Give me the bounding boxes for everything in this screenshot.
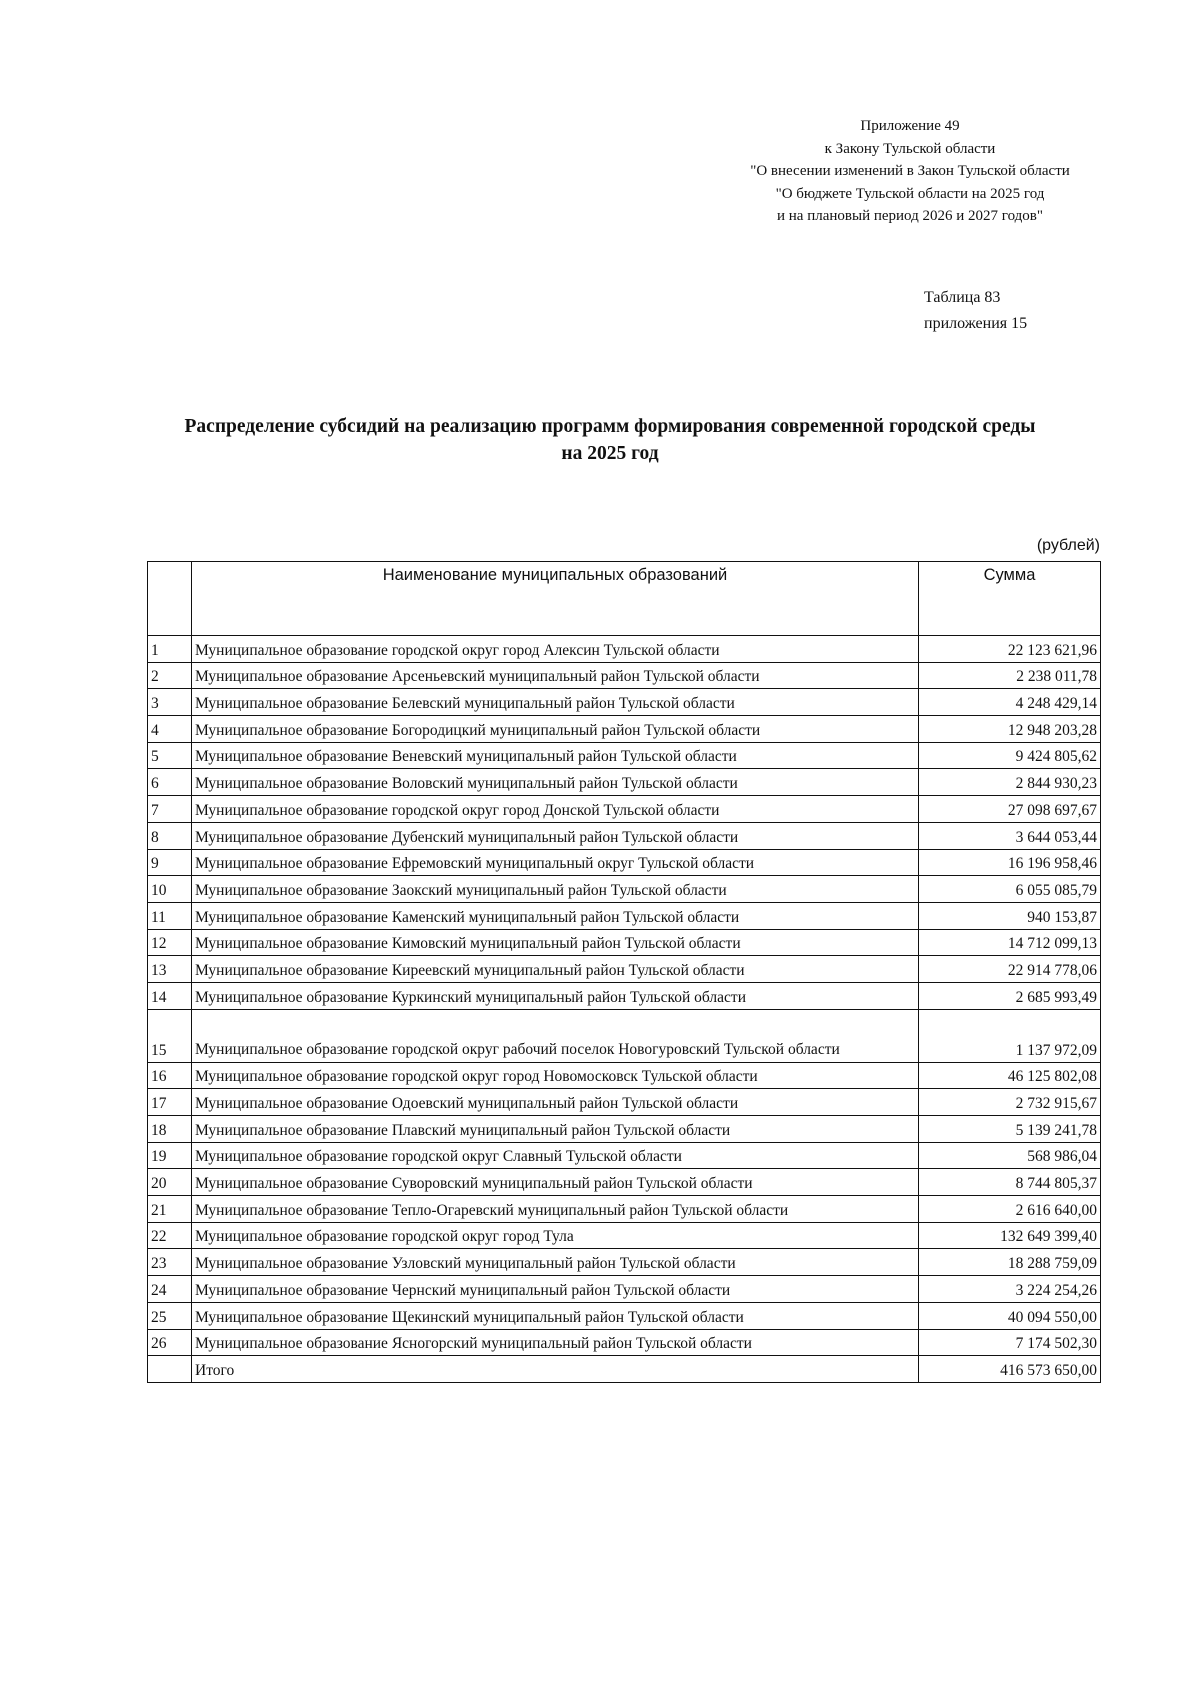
appendix-header-line: "О внесении изменений в Закон Тульской области bbox=[750, 163, 1070, 179]
subsidy-amount: 940 153,87 bbox=[919, 902, 1101, 929]
table-row bbox=[148, 1196, 1101, 1223]
table-row bbox=[148, 1089, 1101, 1116]
subsidy-amount: 568 986,04 bbox=[919, 1142, 1101, 1169]
units-label: (рублей) bbox=[1036, 537, 1100, 554]
subsidy-amount: 14 712 099,13 bbox=[919, 929, 1101, 956]
municipality-name: Муниципальное образование Одоевский муниципальный район Тульской области bbox=[192, 1089, 919, 1116]
row-number: 5 bbox=[148, 742, 192, 769]
subsidy-amount: 6 055 085,79 bbox=[919, 876, 1101, 903]
row-number: 8 bbox=[148, 822, 192, 849]
municipality-name: Муниципальное образование Богородицкий муниципальный район Тульской области bbox=[192, 716, 919, 743]
column-header-name: Наименование муниципальных образований bbox=[192, 562, 919, 636]
table-row bbox=[148, 929, 1101, 956]
row-number: 12 bbox=[148, 929, 192, 956]
subsidy-amount: 2 844 930,23 bbox=[919, 769, 1101, 796]
municipality-name: Муниципальное образование Дубенский муниципальный район Тульской области bbox=[192, 822, 919, 849]
municipality-name: Муниципальное образование городской округ город Алексин Тульской области bbox=[192, 636, 919, 663]
table-row bbox=[148, 742, 1101, 769]
column-header-sum: Сумма bbox=[919, 562, 1101, 636]
municipality-name: Муниципальное образование Воловский муниципальный район Тульской области bbox=[192, 769, 919, 796]
table-row bbox=[148, 1276, 1101, 1303]
row-number: 4 bbox=[148, 716, 192, 743]
municipality-name: Муниципальное образование Узловский муниципальный район Тульской области bbox=[192, 1249, 919, 1276]
table-row bbox=[148, 796, 1101, 823]
table-row bbox=[148, 716, 1101, 743]
row-number: 6 bbox=[148, 769, 192, 796]
row-number: 1 bbox=[148, 636, 192, 663]
row-number: 25 bbox=[148, 1302, 192, 1329]
municipality-name: Муниципальное образование Плавский муниципальный район Тульской области bbox=[192, 1116, 919, 1143]
row-number: 15 bbox=[148, 1009, 192, 1062]
table-row bbox=[148, 902, 1101, 929]
subsidy-amount: 4 248 429,14 bbox=[919, 689, 1101, 716]
column-header-number bbox=[148, 562, 192, 636]
row-number: 9 bbox=[148, 849, 192, 876]
table-row bbox=[148, 956, 1101, 983]
subsidy-amount: 9 424 805,62 bbox=[919, 742, 1101, 769]
municipality-name: Муниципальное образование Суворовский муниципальный район Тульской области bbox=[192, 1169, 919, 1196]
row-number: 23 bbox=[148, 1249, 192, 1276]
municipality-name: Муниципальное образование городской округ Славный Тульской области bbox=[192, 1142, 919, 1169]
document-title-line: Распределение субсидий на реализацию программ формирования современной городской среды bbox=[184, 416, 1036, 437]
appendix-header-line: "О бюджете Тульской области на 2025 год bbox=[775, 185, 1045, 202]
subsidy-amount: 22 123 621,96 bbox=[919, 636, 1101, 663]
document-title-line: на 2025 год bbox=[561, 443, 659, 464]
subsidy-amount: 2 685 993,49 bbox=[919, 982, 1101, 1009]
row-number: 19 bbox=[148, 1142, 192, 1169]
table-row bbox=[148, 849, 1101, 876]
total-row bbox=[148, 1356, 1101, 1383]
row-number: 17 bbox=[148, 1089, 192, 1116]
row-number: 24 bbox=[148, 1276, 192, 1303]
municipality-name: Муниципальное образование Каменский муниципальный район Тульской области bbox=[192, 902, 919, 929]
municipality-name: Муниципальное образование городской округ город Донской Тульской области bbox=[192, 796, 919, 823]
municipality-name: Муниципальное образование Белевский муниципальный район Тульской области bbox=[192, 689, 919, 716]
table-row bbox=[148, 636, 1101, 663]
row-number: 21 bbox=[148, 1196, 192, 1223]
subsidy-amount: 1 137 972,09 bbox=[919, 1009, 1101, 1062]
municipality-name: Муниципальное образование городской округ город Тула bbox=[192, 1222, 919, 1249]
table-row bbox=[148, 982, 1101, 1009]
table-row bbox=[148, 1249, 1101, 1276]
subsidy-amount: 18 288 759,09 bbox=[919, 1249, 1101, 1276]
row-number: 2 bbox=[148, 662, 192, 689]
table-reference-appendix: приложения 15 bbox=[924, 315, 1028, 332]
row-number: 13 bbox=[148, 956, 192, 983]
row-number: 18 bbox=[148, 1116, 192, 1143]
row-number: 22 bbox=[148, 1222, 192, 1249]
table-row bbox=[148, 1329, 1101, 1356]
document-title bbox=[110, 413, 1110, 467]
subsidy-amount: 12 948 203,28 bbox=[919, 716, 1101, 743]
subsidy-amount: 3 224 254,26 bbox=[919, 1276, 1101, 1303]
municipality-name: Муниципальное образование Киреевский муниципальный район Тульской области bbox=[192, 956, 919, 983]
subsidy-amount: 8 744 805,37 bbox=[919, 1169, 1101, 1196]
municipality-name: Муниципальное образование Щекинский муниципальный район Тульской области bbox=[192, 1302, 919, 1329]
table-row bbox=[148, 1009, 1101, 1062]
subsidy-amount: 2 238 011,78 bbox=[919, 662, 1101, 689]
row-number: 10 bbox=[148, 876, 192, 903]
total-sum: 416 573 650,00 bbox=[919, 1356, 1101, 1383]
municipality-name: Муниципальное образование городской округ город Новомосковск Тульской области bbox=[192, 1062, 919, 1089]
table-header-row bbox=[148, 562, 1101, 636]
subsidy-amount: 132 649 399,40 bbox=[919, 1222, 1101, 1249]
municipality-name: Муниципальное образование Заокский муниципальный район Тульской области bbox=[192, 876, 919, 903]
municipality-name: Муниципальное образование Ясногорский муниципальный район Тульской области bbox=[192, 1329, 919, 1356]
appendix-header-line: и на плановый период 2026 и 2027 годов" bbox=[777, 208, 1043, 224]
table-reference-number: Таблица 83 bbox=[924, 289, 1001, 306]
table-row bbox=[148, 1062, 1101, 1089]
table-row bbox=[148, 1302, 1101, 1329]
table-reference bbox=[924, 285, 1027, 337]
table-row bbox=[148, 662, 1101, 689]
table-row bbox=[148, 689, 1101, 716]
row-number: 7 bbox=[148, 796, 192, 823]
subsidy-amount: 46 125 802,08 bbox=[919, 1062, 1101, 1089]
table-row bbox=[148, 1116, 1101, 1143]
municipality-name: Муниципальное образование Чернский муниципальный район Тульской области bbox=[192, 1276, 919, 1303]
appendix-header-line: к Закону Тульской области bbox=[824, 140, 996, 157]
appendix-header-line: Приложение 49 bbox=[860, 118, 960, 134]
row-number: 26 bbox=[148, 1329, 192, 1356]
subsidy-amount: 2 732 915,67 bbox=[919, 1089, 1101, 1116]
subsidy-table bbox=[147, 561, 1101, 1383]
municipality-name: Муниципальное образование Ефремовский муниципальный округ Тульской области bbox=[192, 849, 919, 876]
row-number bbox=[148, 1356, 192, 1383]
appendix-header bbox=[700, 115, 1120, 228]
subsidy-amount: 5 139 241,78 bbox=[919, 1116, 1101, 1143]
table-row bbox=[148, 822, 1101, 849]
row-number: 11 bbox=[148, 902, 192, 929]
table-body bbox=[148, 636, 1101, 1383]
subsidy-amount: 3 644 053,44 bbox=[919, 822, 1101, 849]
municipality-name: Муниципальное образование Арсеньевский муниципальный район Тульской области bbox=[192, 662, 919, 689]
municipality-name: Муниципальное образование Тепло-Огаревский муниципальный район Тульской области bbox=[192, 1196, 919, 1223]
subsidy-amount: 2 616 640,00 bbox=[919, 1196, 1101, 1223]
subsidy-amount: 27 098 697,67 bbox=[919, 796, 1101, 823]
table-row bbox=[148, 1169, 1101, 1196]
table-row bbox=[148, 769, 1101, 796]
row-number: 20 bbox=[148, 1169, 192, 1196]
subsidy-amount: 16 196 958,46 bbox=[919, 849, 1101, 876]
municipality-name: Муниципальное образование Куркинский муниципальный район Тульской области bbox=[192, 982, 919, 1009]
municipality-name: Муниципальное образование Веневский муниципальный район Тульской области bbox=[192, 742, 919, 769]
total-label: Итого bbox=[192, 1356, 919, 1383]
table-row bbox=[148, 1222, 1101, 1249]
subsidy-amount: 22 914 778,06 bbox=[919, 956, 1101, 983]
table-row bbox=[148, 876, 1101, 903]
table-row bbox=[148, 1142, 1101, 1169]
row-number: 3 bbox=[148, 689, 192, 716]
subsidy-amount: 40 094 550,00 bbox=[919, 1302, 1101, 1329]
municipality-name: Муниципальное образование городской округ рабочий поселок Новогуровский Тульской области bbox=[192, 1009, 919, 1062]
row-number: 14 bbox=[148, 982, 192, 1009]
subsidy-amount: 7 174 502,30 bbox=[919, 1329, 1101, 1356]
row-number: 16 bbox=[148, 1062, 192, 1089]
municipality-name: Муниципальное образование Кимовский муниципальный район Тульской области bbox=[192, 929, 919, 956]
